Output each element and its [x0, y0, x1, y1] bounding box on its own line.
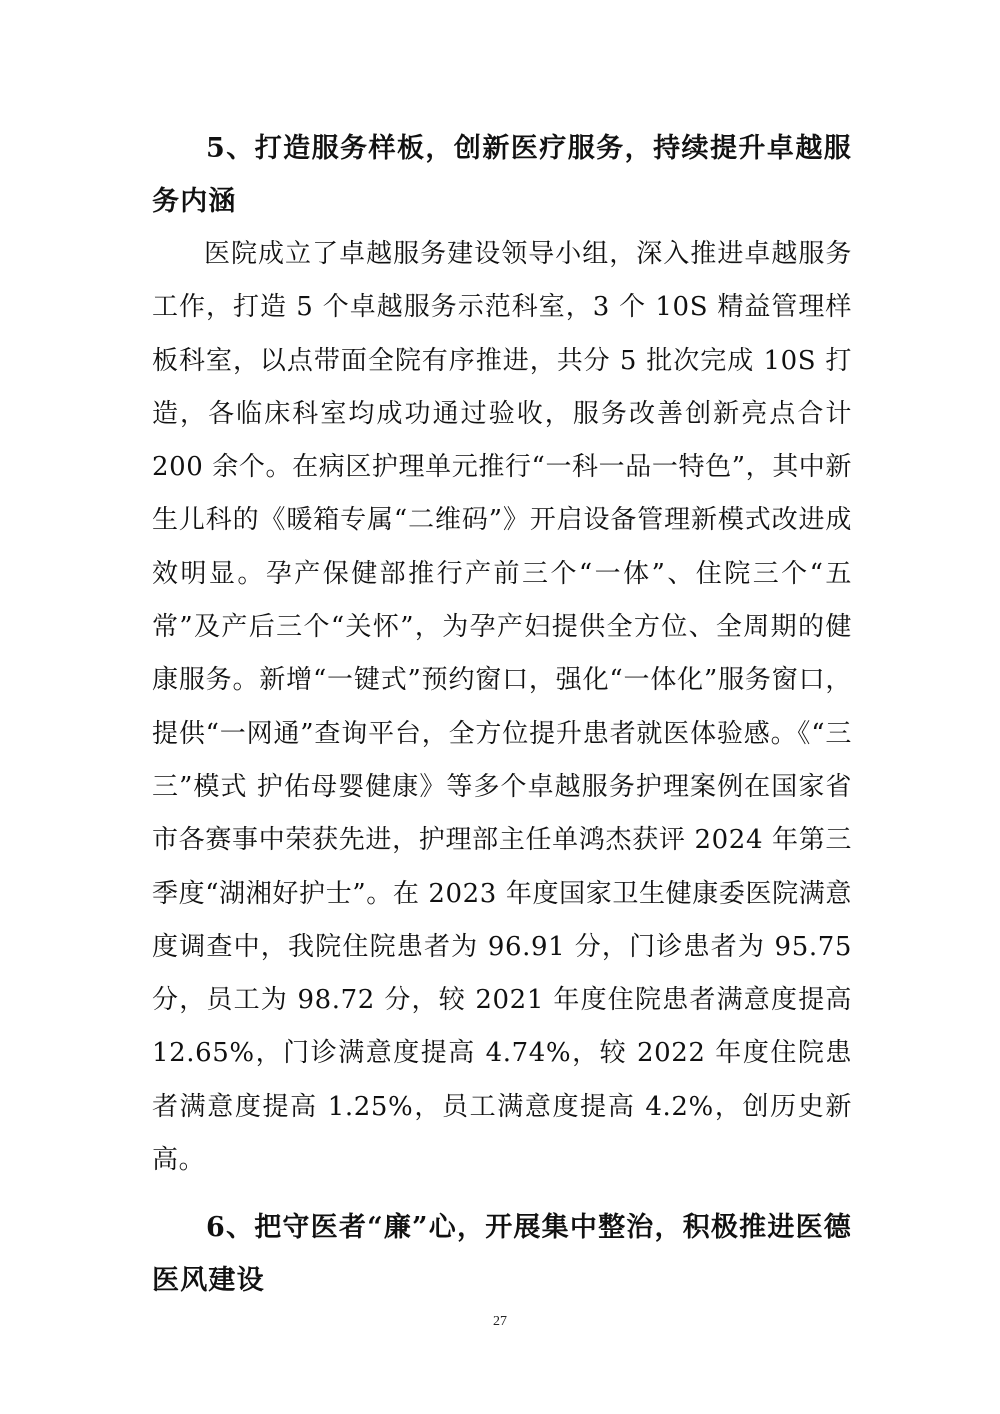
section-6-heading: 6、把守医者“廉”心，开展集中整治，积极推进医德医风建设 — [152, 1212, 852, 1297]
page-content — [152, 122, 852, 1307]
page-number: 27 — [493, 1314, 507, 1329]
section-5-paragraph: 医院成立了卓越服务建设领导小组，深入推进卓越服务工作，打造 5 个卓越服务示范科室，3 个 10S 精益管理样板科室，以点带面全院有序推进，共分 5 批次完成 10S 打造，各临床科室均成功通过验收，服务改善创新亮点合计 200 余个。在病区护理单元推行“一科一品一特色”，其中新生儿科的《暖箱专属“二维码”》开启设备管理新模式改进成效明显。孕产保健部推行产前三个“一体”、住院三个“五常”及产后三个“关怀”，为孕产妇提供全方位、全周期的健康服务。新增“一键式”预约窗口，强化“一体化”服务窗口，提供“一网通”查询平台，全方位提升患者就医体验感。《“三三”模式 护佑母婴健康》等多个卓越服务护理案例在国家省市各赛事中荣获先进，护理部主任单鸿杰获评 2024 年第三季度“湖湘好护士”。在 2023 年度国家卫生健康委医院满意度调查中，我院住院患者为 96.91 分，门诊患者为 95.75 分，员工为 98.72 分，较 2021 年度住院患者满意度提高 12.65%，门诊满意度提高 4.74%，较 2022 年度住院患者满意度提高 1.25%，员工满意度提高 4.2%，创历史新高。 — [152, 239, 852, 1176]
section-5-heading: 5、打造服务样板，创新医疗服务，持续提升卓越服务内涵 — [152, 133, 852, 217]
